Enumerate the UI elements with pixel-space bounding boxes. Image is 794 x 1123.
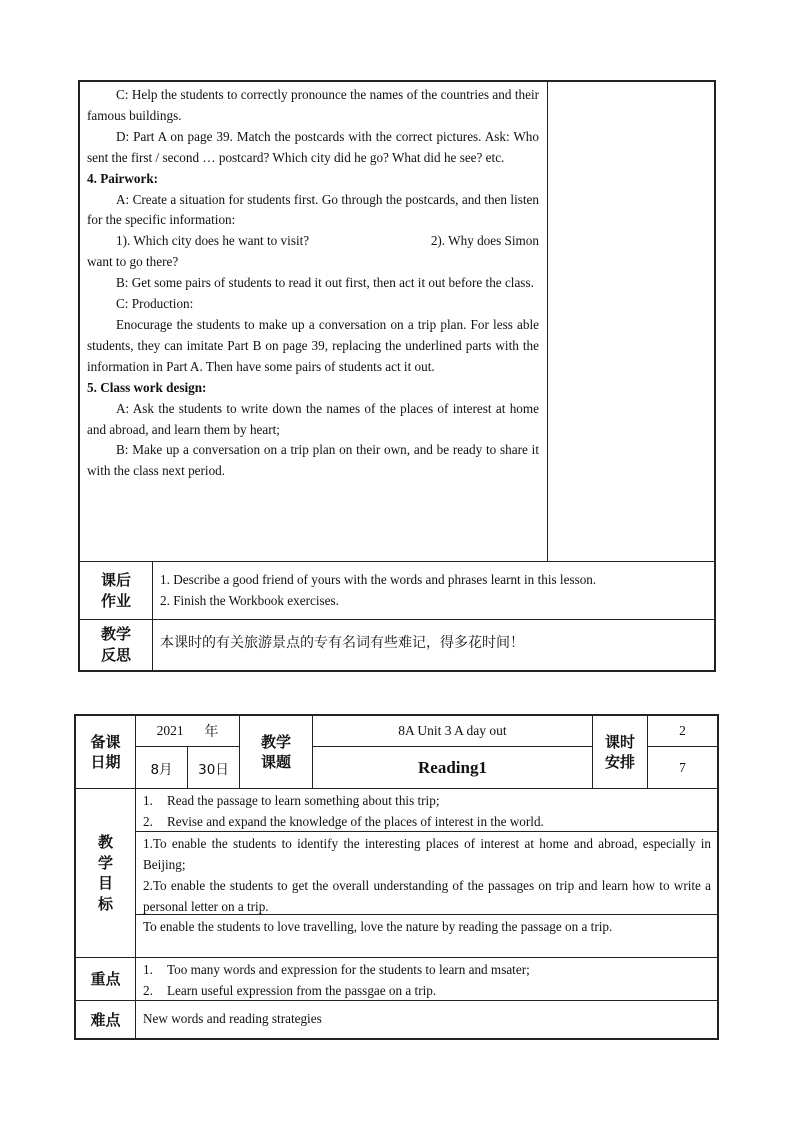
lesson-plan-table (74, 714, 719, 1040)
month-cell: 8月 (136, 747, 188, 788)
difficult-points: New words and reading strategies (143, 1011, 322, 1026)
homework-line-2: 2. Finish the Workbook exercises. (160, 592, 339, 608)
list-item: 2. Learn useful expression from the passgae on a trip. (143, 982, 437, 998)
list-item: 2. Revise and expand the knowledge of the places of interest in the world. (143, 813, 544, 829)
key-points (136, 958, 717, 1000)
period-top: 2 (648, 716, 717, 747)
goals-emotion: To enable the students to love travelling, love the nature by reading the passage on a trip. (143, 919, 613, 934)
reflection-text: 本课时的有关旅游景点的专有名词有些难记，得多花时间！ (160, 635, 524, 651)
production-text: Enocurage the students to make up a conversation on a trip plan. For less able students, they can imitate Part B on page 39, replacing the underlined parts with the information in Part A. Then have some pairs of students act it out. (87, 316, 539, 374)
reflection-label: 教学 反思 (80, 620, 153, 670)
classwork-b-text: B: Make up a conversation on a trip plan on their own, and be ready to share it with the class next period. (87, 442, 539, 479)
pairwork-heading: 4. Pairwork: (87, 170, 159, 186)
topic-label: 教学 课题 (240, 716, 313, 788)
homework-label: 课后 作业 (80, 562, 153, 619)
pairwork-a-text: A: Create a situation for students first. Go through the postcards, and then listen for the specific information: (87, 191, 539, 228)
pairwork-b-text: B: Get some pairs of students to read it out first, then act it out before the class. (116, 275, 534, 291)
question-1: 1). Which city does he want to visit? (116, 233, 310, 249)
year-value: 2021 (156, 723, 184, 738)
step-c-text: C: Help the students to correctly pronounce the names of the countries and their famous buildings. (87, 87, 539, 123)
year-cell (136, 716, 240, 747)
lesson-title: Reading1 (313, 747, 593, 788)
homework-line-1: 1. Describe a good friend of yours with the words and phrases learnt in this lesson. (160, 572, 597, 587)
goals-skill (136, 832, 717, 915)
difficult-points-label: 难点 (76, 1001, 136, 1038)
goals-knowledge (136, 789, 717, 832)
pairwork-questions (87, 231, 539, 252)
reflection-row (80, 620, 716, 670)
step-d-text: D: Part A on page 39. Match the postcards with the correct pictures. Ask: Who sent the first / second … postcard? Which city did he go? What did he see? etc. (87, 128, 539, 165)
skill-goal-1: 1.To enable the students to identify the interesting places of interest at home and abroad, especially in Beijing; (143, 836, 711, 872)
lesson-plan-table-continued (78, 80, 716, 672)
question-2: 2). Why does Simon (430, 233, 539, 249)
year-char: 年 (204, 724, 219, 740)
goals-label: 教 学 目 标 (76, 789, 136, 957)
key-points-label: 重点 (76, 958, 136, 1000)
period-label: 课时 安排 (593, 716, 648, 788)
list-item: 1. Too many words and expression for the students to learn and msater; (143, 962, 530, 977)
period-bottom: 7 (679, 759, 686, 775)
homework-content (152, 562, 716, 619)
skill-goal-2: 2.To enable the students to get the overall understanding of the passages on trip and learn how to write a personal letter on a trip. (143, 877, 711, 914)
procedure-row (80, 82, 716, 562)
question-2-cont: want to go there? (87, 254, 179, 270)
day-cell: 30日 (188, 747, 240, 788)
homework-row (80, 562, 716, 620)
unit-title: 8A Unit 3 A day out (313, 716, 593, 747)
classwork-a-text: A: Ask the students to write down the names of the places of interest at home and abroad, and learn them by heart; (87, 400, 539, 437)
procedure-content (80, 82, 548, 561)
pairwork-c-text: C: Production: (116, 296, 194, 312)
classwork-heading: 5. Class work design: (87, 379, 207, 395)
prep-date-label: 备课 日期 (76, 716, 136, 788)
list-item: 1. Read the passage to learn something about this trip; (143, 793, 440, 808)
